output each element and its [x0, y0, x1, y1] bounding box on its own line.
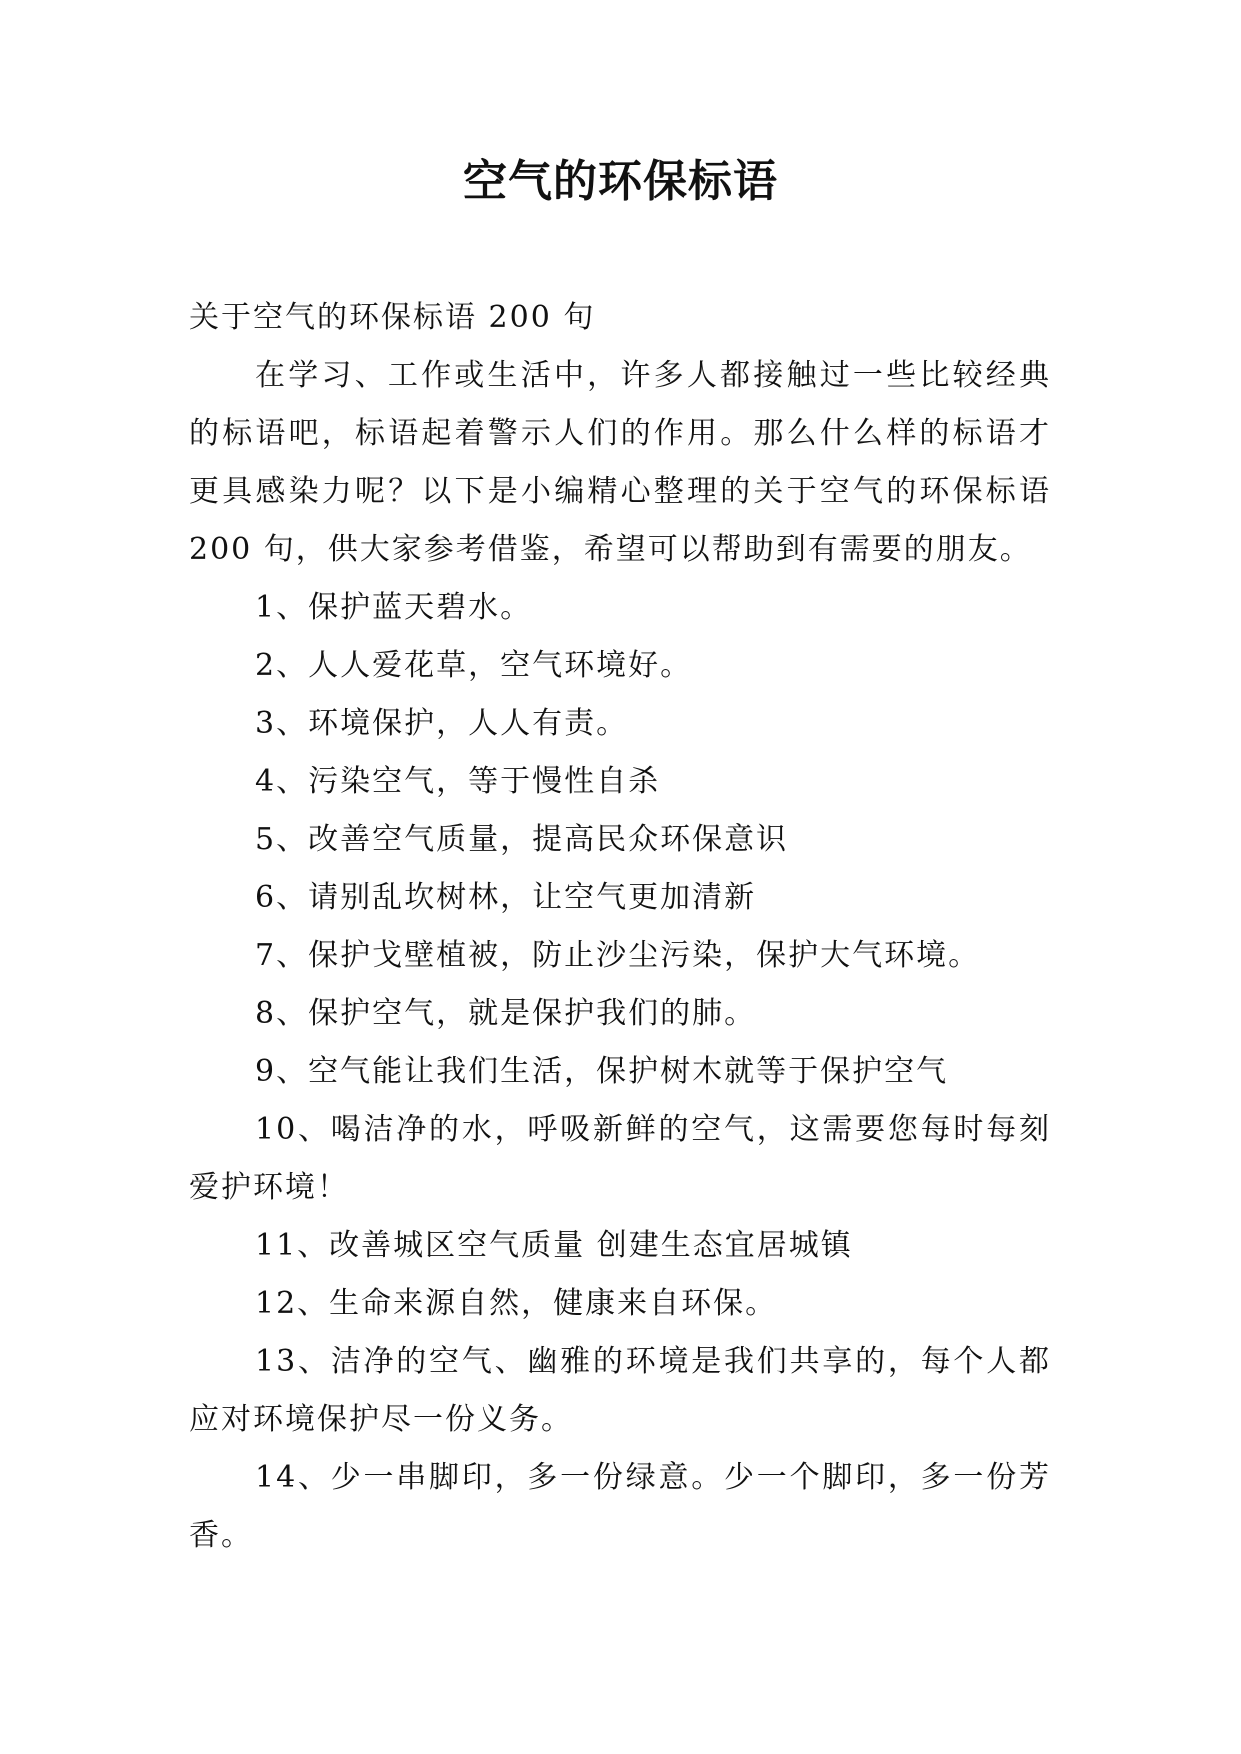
document-title: 空气的环保标语	[463, 156, 778, 207]
slogan-item: 5、改善空气质量，提高民众环保意识	[255, 822, 789, 857]
slogan-item: 11、改善城区空气质量 创建生态宜居城镇	[255, 1228, 853, 1263]
slogan-item: 9、空气能让我们生活，保护树木就等于保护空气	[255, 1054, 949, 1089]
slogan-item: 7、保护戈壁植被，防止沙尘污染，保护大气环境。	[255, 938, 981, 973]
intro-paragraph: 在学习、工作或生活中，许多人都接触过一些比较经典的标语吧，标语起着警示人们的作用。那么什么样的标语才更具感染力呢？以下是小编精心整理的关于空气的环保标语 200 句，供大家参考借鉴，希望可以帮助到有需要的朋友。	[189, 358, 1051, 567]
slogan-item: 4、污染空气，等于慢性自杀	[255, 764, 661, 799]
slogan-item: 12、生命来源自然，健康来自环保。	[255, 1286, 778, 1321]
slogan-item: 13、洁净的空气、幽雅的环境是我们共享的，每个人都应对环境保护尽一份义务。	[189, 1344, 1051, 1437]
slogan-item: 10、喝洁净的水，呼吸新鲜的空气，这需要您每时每刻爱护环境！	[189, 1112, 1051, 1205]
document-subtitle: 关于空气的环保标语 200 句	[189, 300, 596, 335]
slogan-item: 3、环境保护，人人有责。	[255, 706, 629, 741]
slogan-item: 8、保护空气，就是保护我们的肺。	[255, 996, 757, 1031]
slogan-item: 2、人人爱花草，空气环境好。	[255, 648, 693, 683]
slogan-item: 6、请别乱坎树林，让空气更加清新	[255, 880, 757, 915]
slogan-item: 14、少一串脚印，多一份绿意。少一个脚印，多一份芳香。	[189, 1460, 1051, 1553]
document-body	[189, 289, 1051, 1565]
slogan-item: 1、保护蓝天碧水。	[255, 590, 533, 625]
